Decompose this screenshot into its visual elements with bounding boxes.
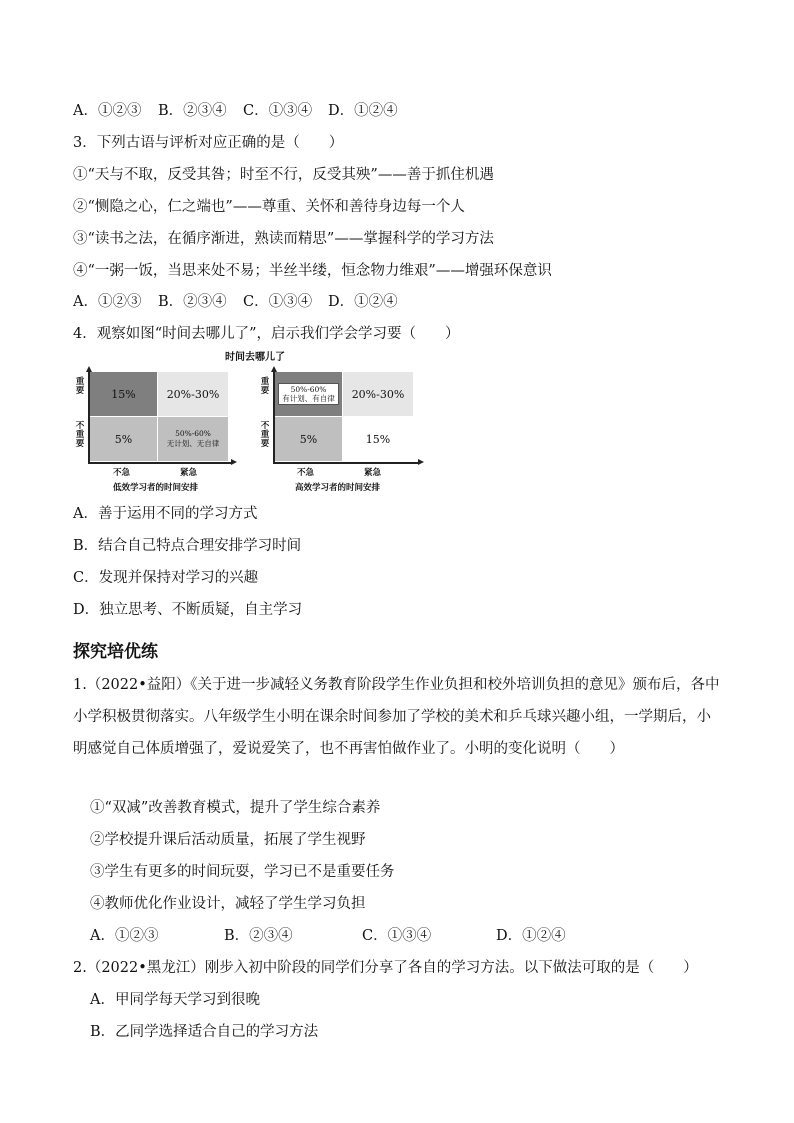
q3-option-c: C．①③④ — [243, 294, 313, 310]
left-chart-caption: 低效学习者的时间安排 — [113, 483, 199, 493]
q2-options — [73, 101, 398, 121]
q2-option-b: B．②③④ — [158, 103, 227, 119]
p1-option-d: D．①②④ — [496, 928, 566, 944]
q3-item-3: ③“读书之法，在循序渐进，熟读而精思”——掌握科学的学习方法 — [73, 231, 494, 247]
q3-item-4: ④“一粥一饭，当思来处不易；半丝半缕，恒念物力维艰”——增强环保意识 — [73, 263, 552, 279]
left-x-label-left: 不急 — [113, 468, 131, 478]
right-q3-value: 5% — [299, 432, 318, 446]
left-x-label-right: 紧急 — [180, 468, 198, 478]
right-q2-value: 20%-30% — [351, 387, 405, 401]
p1-option-b: B．②③④ — [224, 928, 293, 944]
left-y-label-top: 重要 — [75, 377, 85, 396]
q3-item-2: ②“恻隐之心，仁之端也”——尊重、关怀和善待身边每一个人 — [73, 199, 465, 215]
left-q-notImportant-notUrgent — [90, 417, 157, 461]
q4-stem: 4．观察如图“时间去哪儿了”，启示我们学会学习要（ ） — [73, 326, 460, 342]
left-q-important-notUrgent — [90, 372, 157, 416]
figure-title: 时间去哪儿了 — [225, 352, 285, 363]
right-q1-box — [278, 383, 339, 405]
right-q-important-notUrgent — [275, 372, 342, 416]
p1-option-a: A．①②③ — [90, 928, 159, 944]
q4-option-d: D．独立思考、不断质疑，自主学习 — [73, 602, 303, 618]
right-q4-value: 15% — [365, 432, 391, 446]
q2-option-d: D．①②④ — [328, 103, 398, 119]
left-x-arrow-icon — [231, 459, 237, 465]
right-x-label-right: 紧急 — [364, 468, 382, 478]
q3-option-b: B．②③④ — [158, 294, 227, 310]
p1-option-c: C．①③④ — [362, 928, 432, 944]
p2-option-b: B．乙同学选择适合自己的学习方法 — [90, 1024, 319, 1040]
p1-stem: 1.（2022•益阳）《关于进一步减轻义务教育阶段学生作业负担和校外培训负担的意见》颁布后，各中小学积极贯彻落实。八年级学生小明在课余时间参加了学校的美术和乒乓球兴趣小组，一学期后，小明感觉自己体质增强了，爱说爱笑了，也不再害怕做作业了。小明的变化说明（ ） — [73, 677, 720, 757]
p2-option-a: A．甲同学每天学习到很晚 — [90, 992, 260, 1008]
left-q2-value: 20%-30% — [166, 387, 220, 401]
right-y-label-bottom: 不重要 — [260, 421, 270, 449]
p1-item-1: ①“双减”改善教育模式，提升了学生综合素养 — [90, 800, 381, 816]
right-q1-value: 50%-60% — [290, 385, 327, 394]
left-q-important-urgent — [158, 372, 228, 416]
right-chart-caption: 高效学习者的时间安排 — [295, 483, 381, 493]
q3-stem: 3．下列古语与评析对应正确的是（ ） — [73, 135, 344, 151]
p1-item-4: ④教师优化作业设计，减轻了学生学习负担 — [90, 896, 366, 912]
left-q1-value: 15% — [111, 387, 136, 401]
q4-option-a: A．善于运用不同的学习方式 — [73, 506, 258, 522]
q3-options — [73, 292, 398, 312]
p1-item-3: ③学生有更多的时间玩耍，学习已不是重要任务 — [90, 864, 395, 880]
right-y-label-top: 重要 — [260, 377, 270, 396]
left-q-notImportant-urgent — [158, 417, 228, 461]
right-x-axis — [273, 462, 419, 464]
left-q4-value: 50%-60% — [175, 429, 211, 438]
p1-item-2: ②学校提升课后活动质量，拓展了学生视野 — [90, 832, 366, 848]
q3-option-a: A．①②③ — [73, 294, 142, 310]
q2-option-c: C．①③④ — [243, 103, 313, 119]
q4-option-b: B．结合自己特点合理安排学习时间 — [73, 538, 302, 554]
p2-stem: 2.（2022•黑龙江）刚步入初中阶段的同学们分享了各自的学习方法。以下做法可取的是（ ） — [73, 960, 698, 976]
left-x-axis — [88, 462, 232, 464]
q4-option-c: C．发现并保持对学习的兴趣 — [73, 570, 259, 586]
left-q4-note: 无计划、无自律 — [166, 439, 220, 448]
right-q-notImportant-urgent — [343, 417, 413, 461]
right-q-important-urgent — [343, 372, 413, 416]
section-title: 探究培优练 — [73, 642, 158, 662]
q3-item-1: ①“天与不取，反受其咎；时至不行，反受其殃”——善于抓住机遇 — [73, 167, 494, 183]
q3-option-d: D．①②④ — [328, 294, 398, 310]
right-x-arrow-icon — [418, 459, 424, 465]
p1-options — [90, 926, 566, 946]
left-y-label-bottom: 不重要 — [75, 421, 85, 449]
right-q1-note: 有计划、有自律 — [282, 394, 335, 403]
right-x-label-left: 不急 — [297, 468, 315, 478]
right-q-notImportant-notUrgent — [275, 417, 342, 461]
q2-option-a: A．①②③ — [73, 103, 142, 119]
left-q3-value: 5% — [114, 432, 133, 446]
